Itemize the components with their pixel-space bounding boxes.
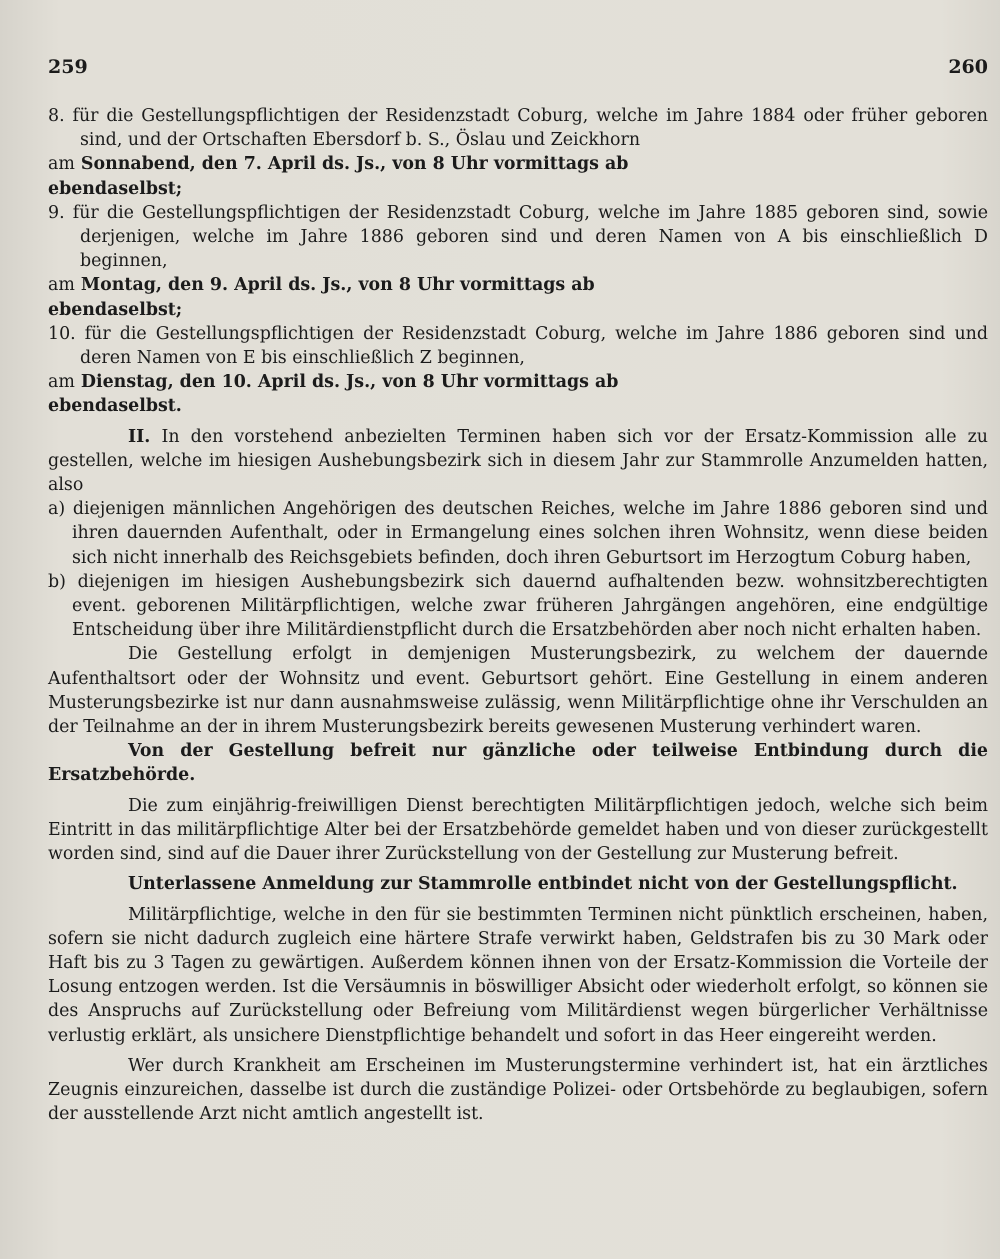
- list-label: a): [48, 499, 66, 520]
- list-item-a: [48, 497, 988, 570]
- paragraph-strafe: Militärpflichtige, welche in den für sie bestimmten Terminen nicht pünktlich erscheinen, haben, sofern sie nicht dadurch zugleich eine härtere Strafe verwirkt haben, Geldstrafen bis zu 30 Mark oder Haft bis zu 3 Tagen zu gewärtigen. Außerdem können ihnen von der Ersatz-Kommission die Vorteile der Losung entzogen werden. Ist die Versäumnis in böswilliger Absicht oder wiederholt erfolgt, so können sie des Anspruchs auf Zurückstellung oder Befreiung vom Militärdienst wegen bürgerlicher Verhältnisse verlustig erklärt, als unsichere Dienstpflichtige behandelt und sofort in das Heer eingereiht werden.: [48, 904, 988, 1046]
- item-number: 8.: [48, 106, 65, 126]
- item-8: [48, 104, 988, 152]
- paragraph-unterlassen: Unterlassene Anmeldung zur Stammrolle entbindet nicht von der Gestellungspflicht.: [128, 874, 958, 895]
- schedule-prefix: am: [48, 372, 75, 393]
- item-10-place: ebendaselbst.: [48, 396, 182, 417]
- item-text: für die Gestellungspflichtigen der Residenzstadt Coburg, welche im Jahre 1886 geboren sind und deren Namen von E bis einschließlich Z beginnen,: [80, 323, 988, 369]
- list-item-b: [48, 570, 988, 643]
- schedule-date: Sonnabend, den 7. April ds. Js., von 8 Uhr vormittags ab: [80, 154, 629, 175]
- section-2-intro-text: In den vorstehend anbezielten Terminen haben sich vor der Ersatz-Kommission alle zu gestellen, welche im hiesigen Aushebungsbezirk sich in diesem Jahr zur Stammrolle Anzumelden hatten, also: [48, 426, 988, 496]
- section-2-intro: [48, 425, 988, 498]
- item-10-schedule: [48, 370, 988, 394]
- item-9-place: ebendaselbst;: [48, 299, 183, 320]
- item-number: 10.: [48, 323, 76, 344]
- paragraph-einjaehrig: Die zum einjährig-freiwilligen Dienst berechtigten Militärpflichtigen jedoch, welche sich beim Eintritt in das militärpflichtige Alter bei der Ersatzbehörde gemeldet haben und von dieser zurückgestellt worden sind, sind auf die Dauer ihrer Zurückstellung von der Gestellung zur Musterung befreit.: [48, 795, 988, 865]
- paragraph-befreit: Von der Gestellung befreit nur gänzliche oder teilweise Entbindung durch die Ersatzbehörde.: [48, 741, 988, 786]
- item-text: für die Gestellungspflichtigen der Residenzstadt Coburg, welche im Jahre 1884 oder früher geboren sind, und der Ortschaften Ebersdorf b. S., Öslau und Zeickhorn: [72, 106, 988, 151]
- schedule-prefix: am: [48, 154, 75, 175]
- item-9: [48, 201, 988, 274]
- item-9-schedule: [48, 273, 988, 297]
- paragraph-gestellung: Die Gestellung erfolgt in demjenigen Musterungsbezirk, zu welchem der dauernde Aufenthaltsort oder der Wohnsitz und event. Geburtsort gehört. Eine Gestellung in einem anderen Musterungsbezirke ist nur dann ausnahmsweise zulässig, wenn Militärpflichtige ohne ihr Verschulden an der Teilnahme an der in ihrem Musterungsbezirk bereits gewesenen Musterung verhindert waren.: [48, 644, 988, 738]
- paragraph-krankheit: Wer durch Krankheit am Erscheinen im Musterungstermine verhindert ist, hat ein ärztliches Zeugnis einzureichen, dasselbe ist durch die zuständige Polizei- oder Ortsbehörde zu beglaubigen, sofern der ausstellende Arzt nicht amtlich angestellt ist.: [48, 1055, 988, 1125]
- item-number: 9.: [48, 202, 65, 223]
- page-number-left: 259: [48, 56, 88, 78]
- list-label: b): [48, 571, 66, 592]
- item-8-schedule: [48, 152, 988, 176]
- item-text: für die Gestellungspflichtigen der Residenzstadt Coburg, welche im Jahre 1885 geboren sind, sowie derjenigen, welche im Jahre 1886 geboren sind und deren Namen von A bis einschließlich D beginnen,: [72, 202, 989, 272]
- schedule-date: Montag, den 9. April ds. Js., von 8 Uhr vormittags ab: [80, 275, 595, 296]
- item-8-place: ebendaselbst;: [48, 178, 183, 199]
- schedule-date: Dienstag, den 10. April ds. Js., von 8 Uhr vormittags ab: [80, 372, 619, 393]
- list-text: diejenigen männlichen Angehörigen des deutschen Reiches, welche im Jahre 1886 geboren sind und ihren dauernden Aufenthalt, oder in Ermangelung eines solchen ihren Wohnsitz, wenn diese beiden sich nicht innerhalb des Reichsgebiets befinden, doch ihren Geburtsort im Herzogtum Coburg haben,: [72, 499, 989, 568]
- item-10: [48, 322, 988, 370]
- schedule-prefix: am: [48, 275, 75, 296]
- page-content: [48, 104, 988, 1126]
- page-number-right: 260: [948, 56, 988, 78]
- section-2-heading: II.: [128, 426, 151, 447]
- list-text: diejenigen im hiesigen Aushebungsbezirk sich dauernd aufhaltenden bezw. wohnsitzberechtigten event. geborenen Militärpflichtigen, welche zwar früheren Jahrgängen angehören, eine endgültige Entscheidung über ihre Militärdienstpflicht durch die Ersatzbehörden aber noch nicht erhalten haben.: [72, 571, 989, 641]
